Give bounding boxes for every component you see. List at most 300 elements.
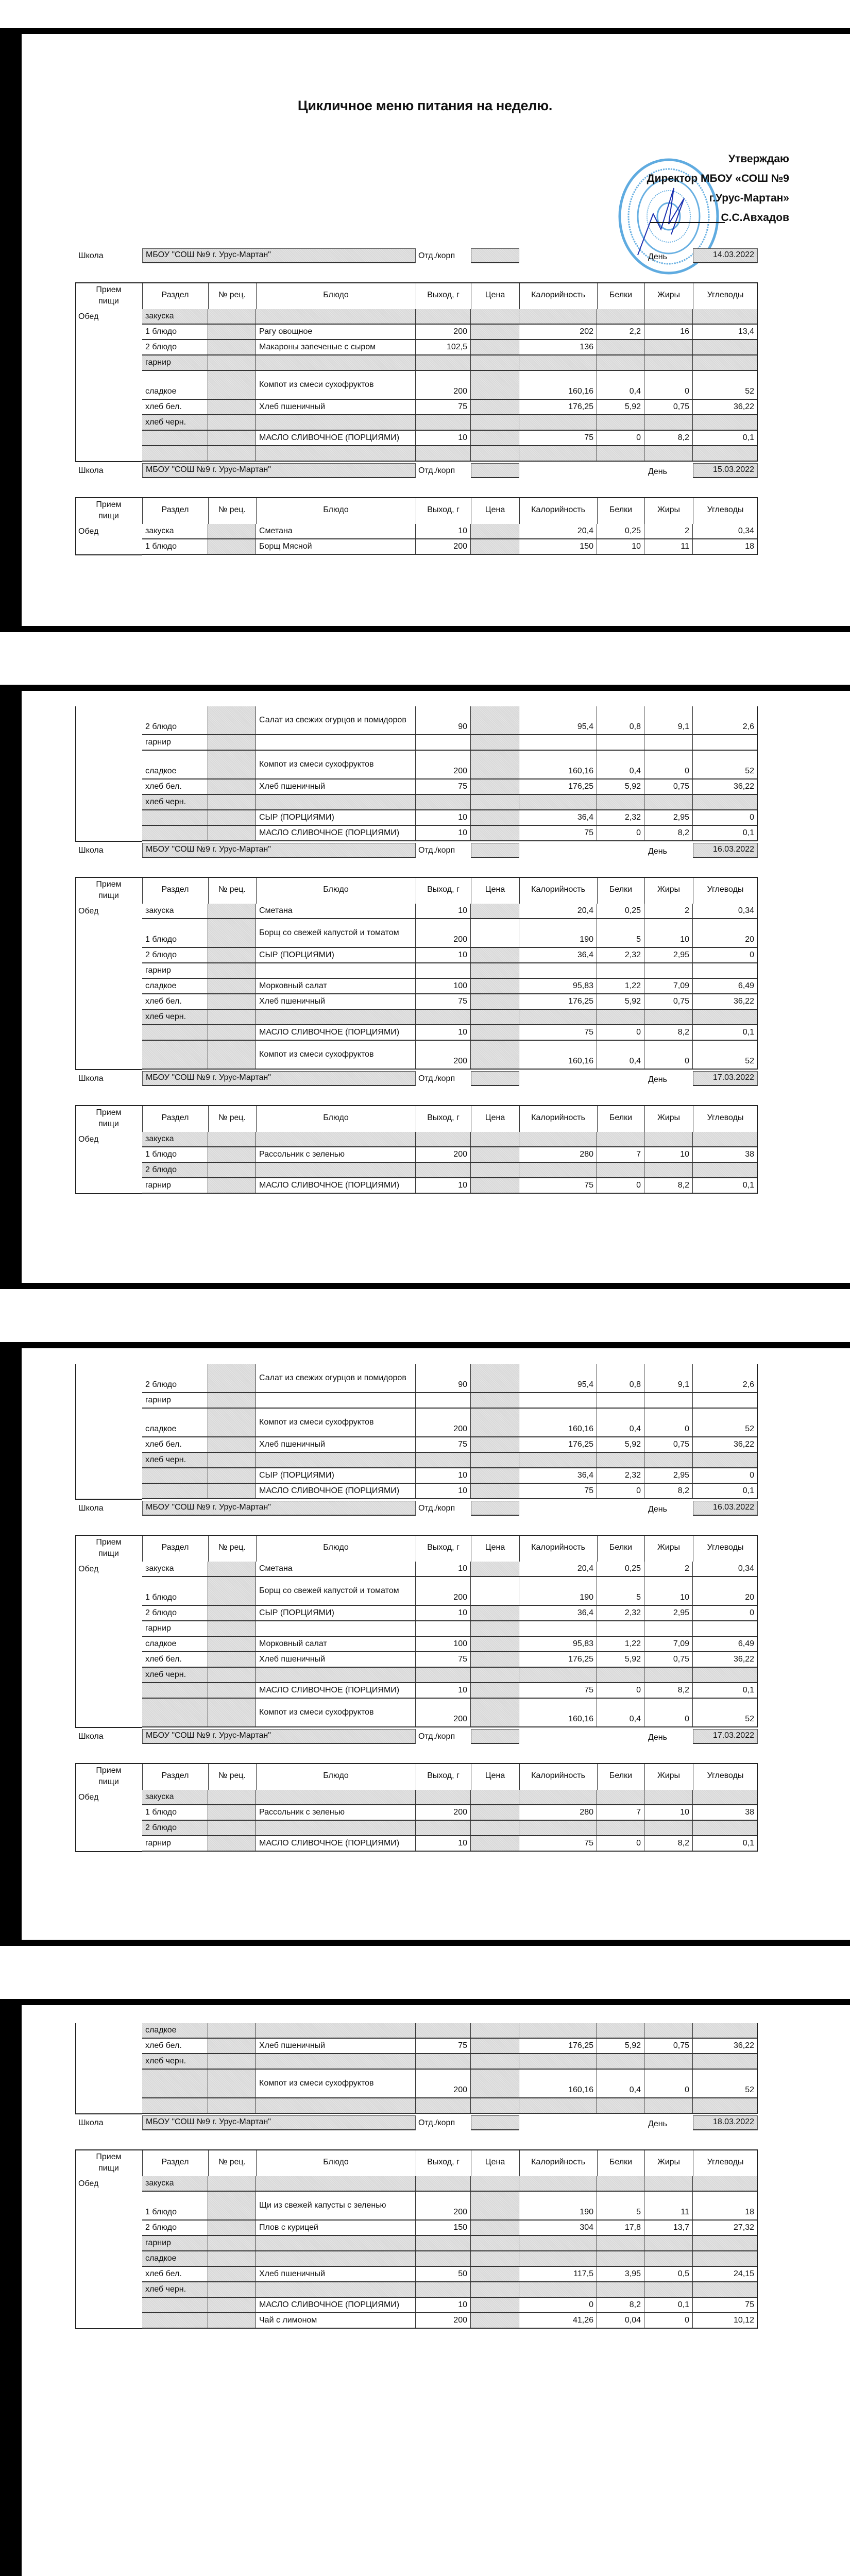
cell-price xyxy=(471,2176,519,2192)
cell-dish xyxy=(256,2236,416,2251)
cell-text: 8,2 xyxy=(677,1181,689,1190)
cell-calories xyxy=(519,1163,597,1178)
cell-carbs xyxy=(693,1178,758,1194)
col-header-fat: Жиры xyxy=(657,885,681,894)
cell-recipe xyxy=(208,963,256,979)
cell-dish xyxy=(256,524,416,539)
col-header-fat: Жиры xyxy=(657,505,681,514)
cell-text: Морковный салат xyxy=(259,981,327,990)
cell-text: 2,32 xyxy=(624,1471,641,1480)
cell-fat xyxy=(644,371,693,400)
cell-yield xyxy=(416,1437,471,1453)
cell-recipe xyxy=(208,735,256,751)
cell-text: хлеб черн. xyxy=(145,1670,186,1679)
cell-section xyxy=(142,1010,208,1025)
cell-yield xyxy=(416,994,471,1010)
cell-yield xyxy=(416,2054,471,2070)
document-title: Цикличное меню питания на неделю. xyxy=(297,98,553,113)
cell-recipe xyxy=(208,1453,256,1468)
cell-text: 176,25 xyxy=(568,2041,593,2050)
cell-price xyxy=(471,2313,519,2329)
cell-calories xyxy=(519,2221,597,2236)
cell-text: 0 xyxy=(636,1181,641,1190)
col-header-meal-line2: пищи xyxy=(98,512,119,520)
col-header-meal xyxy=(75,499,142,522)
cell-text: Компот из смеси сухофруктов xyxy=(259,1418,374,1427)
col-header-dish: Блюдо xyxy=(323,291,349,299)
cell-carbs xyxy=(693,795,758,810)
cell-dish xyxy=(256,779,416,795)
cell-text: 27,32 xyxy=(733,2223,754,2232)
day-field[interactable]: 16.03.2022 xyxy=(693,843,758,858)
cell-protein xyxy=(597,2313,644,2329)
col-header-protein: Белки xyxy=(609,291,633,299)
cell-text: 36,4 xyxy=(577,813,593,822)
cell-price xyxy=(471,2039,519,2054)
cell-fat xyxy=(644,1010,693,1025)
col-header-calories: Калорийность xyxy=(531,505,585,514)
cell-fat xyxy=(644,810,693,826)
header-divider xyxy=(208,877,209,904)
col-header-recipe: № рец. xyxy=(218,291,246,299)
cell-price xyxy=(471,446,519,462)
cell-recipe xyxy=(208,810,256,826)
meal-name: Обед xyxy=(78,1565,99,1573)
cell-price xyxy=(471,1147,519,1163)
col-header-carbs: Углеводы xyxy=(707,885,744,894)
cell-text: 1 блюдо xyxy=(145,1808,177,1817)
cell-text: 200 xyxy=(453,1425,467,1433)
cell-text: 2,32 xyxy=(624,951,641,959)
dept-field[interactable] xyxy=(471,1071,519,1086)
header-divider xyxy=(597,1535,598,1562)
cell-section xyxy=(142,1041,208,1070)
dept-field[interactable] xyxy=(471,1729,519,1744)
cell-dish xyxy=(256,400,416,415)
cell-yield xyxy=(416,400,471,415)
cell-text: 0,1 xyxy=(742,1686,754,1694)
cell-text: 75 xyxy=(584,1686,593,1694)
cell-protein xyxy=(597,735,644,751)
dept-field[interactable] xyxy=(471,843,519,858)
day-field[interactable]: 18.03.2022 xyxy=(693,2115,758,2130)
cell-text: 10 xyxy=(458,1181,467,1190)
cell-text: хлеб черн. xyxy=(145,798,186,806)
cell-yield xyxy=(416,1409,471,1437)
day-field[interactable]: 16.03.2022 xyxy=(693,1501,758,1516)
school-field[interactable]: МБОУ "СОШ №9 г. Урус-Мартан" xyxy=(142,1501,416,1516)
cell-price xyxy=(471,2298,519,2313)
col-header-meal-line1: Прием xyxy=(96,1538,122,1547)
cell-price xyxy=(471,751,519,779)
cell-text: гарнир xyxy=(145,1839,171,1848)
cell-dish xyxy=(256,810,416,826)
col-header-calories: Калорийность xyxy=(531,291,585,299)
cell-fat xyxy=(644,779,693,795)
cell-protein xyxy=(597,1453,644,1468)
cell-dish xyxy=(256,2313,416,2329)
cell-protein xyxy=(597,1562,644,1577)
col-header-protein: Белки xyxy=(609,505,633,514)
cell-fat xyxy=(644,2282,693,2298)
cell-dish xyxy=(256,795,416,810)
header-divider xyxy=(519,1763,520,1790)
cell-text: 2,95 xyxy=(673,1471,689,1480)
cell-text: СЫР (ПОРЦИЯМИ) xyxy=(259,1608,334,1617)
cell-text: 200 xyxy=(453,1057,467,1065)
approval-line2: Директор МБОУ «СОШ №9 xyxy=(647,173,789,184)
school-field[interactable]: МБОУ "СОШ №9 г. Урус-Мартан" xyxy=(142,463,416,478)
cell-fat xyxy=(644,1178,693,1194)
cell-calories xyxy=(519,1041,597,1070)
cell-text: 75 xyxy=(458,402,467,411)
cell-section xyxy=(142,1836,208,1852)
cell-yield xyxy=(416,2313,471,2329)
cell-text: 2 xyxy=(685,1564,689,1573)
school-field[interactable]: МБОУ "СОШ №9 г. Урус-Мартан" xyxy=(142,843,416,858)
cell-calories xyxy=(519,2039,597,2054)
col-header-meal-line2: пищи xyxy=(98,891,119,900)
school-field[interactable]: МБОУ "СОШ №9 г. Урус-Мартан" xyxy=(142,1071,416,1086)
cell-fat xyxy=(644,751,693,779)
cell-price xyxy=(471,904,519,919)
cell-fat xyxy=(644,948,693,963)
cell-text: 8,2 xyxy=(677,433,689,442)
cell-section xyxy=(142,779,208,795)
cell-protein xyxy=(597,355,644,371)
col-header-calories: Калорийность xyxy=(531,1771,585,1780)
cell-fat xyxy=(644,1562,693,1577)
meal-name: Обед xyxy=(78,312,99,321)
cell-text: 0,34 xyxy=(738,527,754,535)
cell-text: 0 xyxy=(750,1471,754,1480)
cell-carbs xyxy=(693,2054,758,2070)
cell-price xyxy=(471,1621,519,1637)
cell-fat xyxy=(644,2236,693,2251)
cell-carbs xyxy=(693,1393,758,1409)
cell-text: 100 xyxy=(453,1639,467,1648)
cell-section xyxy=(142,2282,208,2298)
col-header-calories: Калорийность xyxy=(531,885,585,894)
cell-protein xyxy=(597,2192,644,2221)
header-divider xyxy=(597,877,598,904)
cell-price xyxy=(471,1453,519,1468)
cell-price xyxy=(471,1821,519,1836)
cell-yield xyxy=(416,1683,471,1699)
cell-text: 36,22 xyxy=(733,2041,754,2050)
cell-text: 150 xyxy=(453,2223,467,2232)
table-bottom-line xyxy=(75,1069,142,1070)
cell-text: 10 xyxy=(458,433,467,442)
cell-price xyxy=(471,1652,519,1668)
cell-yield xyxy=(416,826,471,841)
cell-text: 0 xyxy=(636,1486,641,1495)
col-header-recipe: № рец. xyxy=(218,505,246,514)
cell-recipe xyxy=(208,355,256,371)
cell-calories xyxy=(519,948,597,963)
cell-calories xyxy=(519,1821,597,1836)
cell-fat xyxy=(644,2267,693,2282)
cell-fat xyxy=(644,1025,693,1041)
cell-carbs xyxy=(693,904,758,919)
cell-carbs xyxy=(693,1147,758,1163)
col-header-carbs: Углеводы xyxy=(707,1113,744,1122)
cell-text: Салат из свежих огурцов и помидоров xyxy=(259,716,406,724)
cell-text: Хлеб пшеничный xyxy=(259,2269,326,2278)
cell-recipe xyxy=(208,1668,256,1683)
school-field[interactable]: МБОУ "СОШ №9 г. Урус-Мартан" xyxy=(142,248,416,263)
cell-yield xyxy=(416,735,471,751)
cell-text: гарнир xyxy=(145,2239,171,2247)
col-header-dish: Блюдо xyxy=(323,1771,349,1780)
col-header-yield: Выход, г xyxy=(427,2158,460,2166)
cell-text: 0,25 xyxy=(624,1564,641,1573)
cell-section xyxy=(142,948,208,963)
cell-calories xyxy=(519,1699,597,1727)
cell-price xyxy=(471,706,519,735)
day-field[interactable]: 17.03.2022 xyxy=(693,1071,758,1086)
cell-dish xyxy=(256,1393,416,1409)
cell-dish xyxy=(256,1364,416,1393)
day-field[interactable]: 17.03.2022 xyxy=(693,1729,758,1744)
meal-name: Обед xyxy=(78,907,99,916)
cell-section xyxy=(142,2251,208,2267)
cell-protein xyxy=(597,1621,644,1637)
header-divider xyxy=(256,1535,257,1562)
cell-text: 0 xyxy=(685,387,689,396)
cell-recipe xyxy=(208,1621,256,1637)
cell-fat xyxy=(644,400,693,415)
dept-label: Отд./корп xyxy=(418,846,455,855)
dept-field[interactable] xyxy=(471,463,519,478)
cell-section xyxy=(142,1621,208,1637)
cell-text: 75 xyxy=(458,1655,467,1664)
cell-text: 1 блюдо xyxy=(145,935,177,944)
cell-text: закуска xyxy=(145,2179,174,2188)
cell-text: 200 xyxy=(453,2316,467,2325)
cell-text: 117,5 xyxy=(573,2269,593,2278)
cell-text: Рагу овощное xyxy=(259,327,313,336)
school-label: Школа xyxy=(78,2119,104,2127)
cell-text: 2 блюдо xyxy=(145,1608,177,1617)
col-header-fat: Жиры xyxy=(657,291,681,299)
cell-fat xyxy=(644,904,693,919)
cell-price xyxy=(471,979,519,994)
cell-yield xyxy=(416,325,471,340)
cell-section xyxy=(142,735,208,751)
header-divider xyxy=(208,2149,209,2176)
cell-protein xyxy=(597,1025,644,1041)
cell-recipe xyxy=(208,1437,256,1453)
cell-text: 1 блюдо xyxy=(145,327,177,336)
cell-text: 150 xyxy=(580,542,593,551)
col-header-price: Цена xyxy=(485,505,505,514)
cell-text: гарнир xyxy=(145,1396,171,1404)
cell-yield xyxy=(416,751,471,779)
cell-protein xyxy=(597,1147,644,1163)
cell-text: 176,25 xyxy=(568,782,593,791)
cell-protein xyxy=(597,2023,644,2039)
cell-section xyxy=(142,810,208,826)
cell-section xyxy=(142,1409,208,1437)
cell-text: 2 блюдо xyxy=(145,1165,177,1174)
cell-dish xyxy=(256,1163,416,1178)
cell-text: 0,5 xyxy=(677,2269,689,2278)
col-header-meal-line2: пищи xyxy=(98,1120,119,1128)
cell-text: хлеб черн. xyxy=(145,2057,186,2065)
table-bottom-line xyxy=(75,1499,142,1500)
dept-field[interactable] xyxy=(471,248,519,263)
cell-text: 20 xyxy=(745,1593,754,1602)
cell-yield xyxy=(416,706,471,735)
dept-field[interactable] xyxy=(471,2115,519,2130)
cell-text: МАСЛО СЛИВОЧНОЕ (ПОРЦИЯМИ) xyxy=(259,433,400,442)
cell-text: 0,1 xyxy=(742,433,754,442)
cell-price xyxy=(471,1699,519,1727)
cell-dish xyxy=(256,1836,416,1852)
cell-text: 0,75 xyxy=(673,1655,689,1664)
cell-calories xyxy=(519,2236,597,2251)
cell-text: 17,8 xyxy=(624,2223,641,2232)
cell-section xyxy=(142,371,208,400)
cell-section xyxy=(142,524,208,539)
cell-text: 0 xyxy=(685,1425,689,1433)
cell-text: 10 xyxy=(458,1486,467,1495)
col-header-dish: Блюдо xyxy=(323,1113,349,1122)
cell-text: 52 xyxy=(745,2086,754,2094)
cell-calories xyxy=(519,1437,597,1453)
col-header-meal-line2: пищи xyxy=(98,1549,119,1558)
cell-text: 102,5 xyxy=(446,343,467,351)
cell-section xyxy=(142,979,208,994)
cell-carbs xyxy=(693,1364,758,1393)
cell-dish xyxy=(256,309,416,325)
cell-carbs xyxy=(693,2251,758,2267)
school-field[interactable]: МБОУ "СОШ №9 г. Урус-Мартан" xyxy=(142,1729,416,1744)
day-field[interactable]: 14.03.2022 xyxy=(693,248,758,263)
cell-section xyxy=(142,2192,208,2221)
cell-protein xyxy=(597,2176,644,2192)
cell-calories xyxy=(519,1790,597,1805)
cell-text: 2 блюдо xyxy=(145,1380,177,1389)
col-header-dish: Блюдо xyxy=(323,1543,349,1552)
cell-text: 2 xyxy=(685,906,689,915)
school-label: Школа xyxy=(78,251,104,260)
cell-yield xyxy=(416,1821,471,1836)
dept-label: Отд./корп xyxy=(418,466,455,475)
cell-dish xyxy=(256,2298,416,2313)
cell-text: СЫР (ПОРЦИЯМИ) xyxy=(259,1471,334,1480)
cell-text: 7 xyxy=(636,1150,641,1159)
cell-text: хлеб черн. xyxy=(145,1012,186,1021)
header-divider xyxy=(256,1105,257,1132)
cell-carbs xyxy=(693,1010,758,1025)
cell-calories xyxy=(519,1577,597,1606)
cell-recipe xyxy=(208,2236,256,2251)
day-field[interactable]: 15.03.2022 xyxy=(693,463,758,478)
cell-text: 0,75 xyxy=(673,402,689,411)
cell-dish xyxy=(256,2039,416,2054)
cell-recipe xyxy=(208,2039,256,2054)
cell-text: 2 блюдо xyxy=(145,722,177,731)
dept-field[interactable] xyxy=(471,1501,519,1516)
cell-text: 2 блюдо xyxy=(145,343,177,351)
cell-price xyxy=(471,1577,519,1606)
col-header-yield: Выход, г xyxy=(427,291,460,299)
cell-text: 176,25 xyxy=(568,1655,593,1664)
cell-section xyxy=(142,2267,208,2282)
cell-section xyxy=(142,2070,208,2098)
school-field[interactable]: МБОУ "СОШ №9 г. Урус-Мартан" xyxy=(142,2115,416,2130)
cell-text: 2,32 xyxy=(624,1608,641,1617)
cell-text: 10 xyxy=(458,1028,467,1037)
cell-protein xyxy=(597,795,644,810)
cell-text: 10 xyxy=(458,828,467,837)
cell-price xyxy=(471,2054,519,2070)
cell-recipe xyxy=(208,1484,256,1499)
table-bottom-line xyxy=(75,461,142,462)
cell-text: 2,2 xyxy=(629,327,641,336)
cell-dish xyxy=(256,1790,416,1805)
cell-text: 24,15 xyxy=(733,2269,754,2278)
cell-text: 280 xyxy=(580,1808,593,1817)
cell-recipe xyxy=(208,309,256,325)
cell-calories xyxy=(519,1453,597,1468)
cell-fat xyxy=(644,1468,693,1484)
cell-dish xyxy=(256,1409,416,1437)
cell-yield xyxy=(416,539,471,555)
cell-section xyxy=(142,904,208,919)
cell-dish xyxy=(256,1606,416,1621)
table-bottom-line xyxy=(75,1727,142,1728)
cell-recipe xyxy=(208,1041,256,1070)
cell-section xyxy=(142,1453,208,1468)
cell-text: 0 xyxy=(636,1028,641,1037)
approval-line4: С.С.Авхадов xyxy=(721,212,789,224)
cell-carbs xyxy=(693,1468,758,1484)
cell-fat xyxy=(644,355,693,371)
page-edge xyxy=(0,1283,850,1289)
cell-dish xyxy=(256,1484,416,1499)
cell-calories xyxy=(519,751,597,779)
cell-text: 2,95 xyxy=(673,951,689,959)
cell-fat xyxy=(644,1453,693,1468)
cell-protein xyxy=(597,706,644,735)
cell-yield xyxy=(416,2267,471,2282)
cell-text: 11 xyxy=(681,2208,689,2216)
day-label: День xyxy=(648,1505,667,1514)
cell-text: 13,7 xyxy=(673,2223,689,2232)
col-header-yield: Выход, г xyxy=(427,1771,460,1780)
cell-text: 0,1 xyxy=(742,828,754,837)
col-header-recipe: № рец. xyxy=(218,2158,246,2166)
col-header-section: Раздел xyxy=(161,1113,189,1122)
cell-yield xyxy=(416,948,471,963)
col-header-price: Цена xyxy=(485,291,505,299)
cell-fat xyxy=(644,2221,693,2236)
cell-price xyxy=(471,826,519,841)
col-header-protein: Белки xyxy=(609,1113,633,1122)
cell-text: 20,4 xyxy=(577,527,593,535)
col-header-section: Раздел xyxy=(161,505,189,514)
cell-recipe xyxy=(208,979,256,994)
cell-carbs xyxy=(693,826,758,841)
cell-recipe xyxy=(208,1577,256,1606)
cell-text: 50 xyxy=(458,2269,467,2278)
cell-carbs xyxy=(693,1484,758,1499)
cell-yield xyxy=(416,1484,471,1499)
header-divider xyxy=(142,497,143,524)
